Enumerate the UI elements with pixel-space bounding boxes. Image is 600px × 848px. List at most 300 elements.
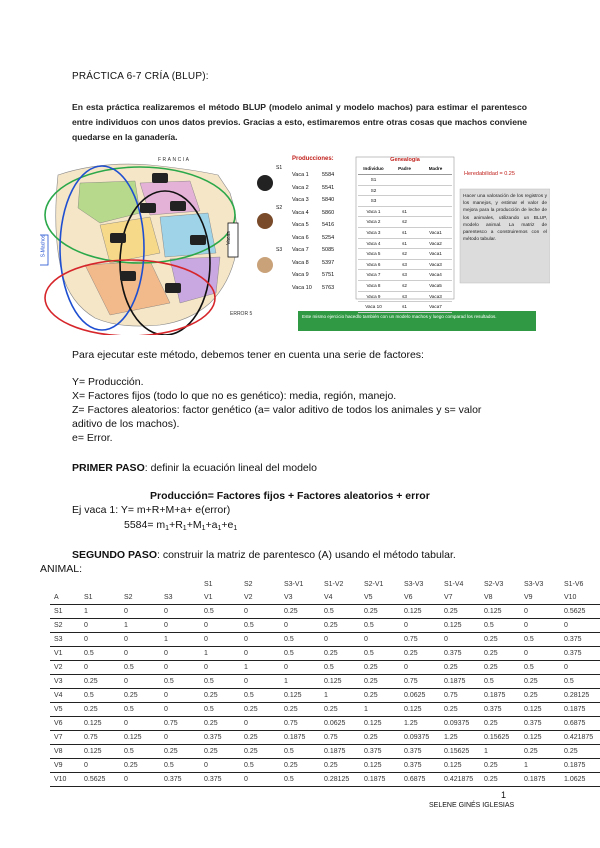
production-cow: Vaca 6 bbox=[292, 234, 309, 241]
matrix-cell: 0 bbox=[240, 647, 280, 661]
matrix-cell: 0.5 bbox=[360, 647, 400, 661]
genealogy-cell: s3 bbox=[402, 272, 407, 278]
matrix-cell: 0.125 bbox=[520, 731, 560, 745]
genealogy-cell: Vaca 3 bbox=[366, 229, 381, 235]
production-row bbox=[292, 269, 352, 282]
heredabilidad-text: Heredabilidad = 0.25 bbox=[464, 171, 515, 177]
matrix-cell: 0.125 bbox=[280, 689, 320, 703]
production-cow: Vaca 1 bbox=[292, 172, 309, 178]
matrix-cell: 0.75 bbox=[320, 731, 360, 745]
production-value: 5085 bbox=[322, 247, 335, 253]
matrix-row bbox=[50, 703, 600, 717]
matrix-cell: 0 bbox=[240, 773, 280, 787]
matrix-cell: 0.375 bbox=[480, 703, 520, 717]
matrix-cell: V5 bbox=[360, 591, 400, 605]
matrix-cell: 0.5 bbox=[280, 633, 320, 647]
genealogy-row bbox=[358, 175, 452, 186]
factor-z: Z= Factores aleatorios: factor genético (a= valor aditivo de todos los animales y s= valor aditivo de los machos). bbox=[72, 404, 482, 430]
matrix-cell: 0 bbox=[200, 759, 240, 773]
step-one bbox=[72, 462, 317, 476]
genealogy-cell: Vaca7 bbox=[429, 304, 442, 310]
matrix-cell: 0.5 bbox=[480, 619, 520, 633]
matrix-cell: 0 bbox=[160, 661, 200, 675]
matrix-cell: 0.75 bbox=[160, 717, 200, 731]
matrix-cell: 0.375 bbox=[440, 647, 480, 661]
step-two bbox=[72, 549, 456, 563]
matrix-cell: V4 bbox=[320, 591, 360, 605]
matrix-cell: 0.5 bbox=[560, 675, 600, 689]
matrix-cell: V4 bbox=[50, 689, 80, 703]
matrix-cell: 0.1875 bbox=[560, 759, 600, 773]
genealogy-cell: Vaca 7 bbox=[366, 272, 381, 278]
genealogy-cell: s1 bbox=[402, 304, 407, 310]
production-value: 5416 bbox=[322, 222, 335, 228]
matrix-row bbox=[50, 605, 600, 619]
error-label: ERROR 5 bbox=[230, 311, 253, 317]
step-one-text: : definir la ecuación lineal del modelo bbox=[144, 462, 317, 474]
matrix-top-header-cell: S1-V6 bbox=[564, 581, 584, 588]
exercise-figure bbox=[40, 153, 550, 335]
matrix-cell: S1 bbox=[80, 591, 120, 605]
matrix-cell: 0.125 bbox=[80, 717, 120, 731]
genealogy-header bbox=[358, 166, 452, 175]
matrix-cell: V6 bbox=[50, 717, 80, 731]
matrix-cell: 0.5625 bbox=[80, 773, 120, 787]
matrix-cell: 0 bbox=[560, 619, 600, 633]
matrix-top-header-cell: S1 bbox=[204, 581, 213, 588]
matrix-cell: 1.0625 bbox=[560, 773, 600, 787]
matrix-cell: 0.5 bbox=[240, 619, 280, 633]
lead-text: Para ejecutar este método, debemos tener en cuenta una serie de factores: bbox=[72, 349, 424, 361]
genealogy-cell: s2 bbox=[402, 251, 407, 257]
genealogy-row bbox=[358, 207, 452, 218]
matrix-cell: V5 bbox=[50, 703, 80, 717]
production-row bbox=[292, 244, 352, 257]
matrix-cell: S3 bbox=[50, 633, 80, 647]
matrix-table bbox=[50, 578, 600, 787]
matrix-cell: S2 bbox=[50, 619, 80, 633]
matrix-cell: 0.0625 bbox=[400, 689, 440, 703]
matrix-top-header-cell bbox=[120, 578, 160, 591]
matrix-cell: 1 bbox=[240, 661, 280, 675]
matrix-cell: 0.125 bbox=[400, 703, 440, 717]
genealogy-cell: s3 bbox=[402, 293, 407, 299]
genealogy-cell: Vaca5 bbox=[429, 282, 442, 288]
green-note-text: Este mismo ejercicio hacedlo también con un modelo machos y luego comparad los resultados. bbox=[302, 314, 497, 319]
matrix-cell: 0 bbox=[200, 661, 240, 675]
animal-label: ANIMAL: bbox=[40, 563, 83, 575]
matrix-cell: 0.25 bbox=[360, 605, 400, 619]
factor-e: e= Error. bbox=[72, 432, 113, 444]
matrix-cell: 0.6875 bbox=[560, 717, 600, 731]
matrix-cell: 0.6875 bbox=[400, 773, 440, 787]
matrix-top-header-cell: S3-V3 bbox=[524, 581, 544, 588]
genealogy-cell: s1 bbox=[402, 208, 407, 214]
matrix-cell: 0.5 bbox=[120, 745, 160, 759]
bull-icon bbox=[257, 257, 273, 273]
matrix-cell: 0.25 bbox=[480, 661, 520, 675]
matrix-cell: 0.75 bbox=[80, 731, 120, 745]
genealogy-cell: Vaca 5 bbox=[366, 251, 381, 257]
genealogy-cell: Vaca 1 bbox=[366, 208, 381, 214]
matrix-cell: V6 bbox=[400, 591, 440, 605]
production-cow: Vaca 2 bbox=[292, 184, 309, 191]
productions-list bbox=[292, 169, 352, 294]
production-value: 5840 bbox=[322, 197, 335, 203]
production-value: 5763 bbox=[322, 284, 335, 291]
matrix-row bbox=[50, 633, 600, 647]
matrix-top-header bbox=[50, 578, 600, 591]
matrix-cell: 0.375 bbox=[520, 717, 560, 731]
matrix-cell: 0.75 bbox=[400, 675, 440, 689]
matrix-cell: 0.375 bbox=[200, 731, 240, 745]
matrix-cell: 0 bbox=[80, 661, 120, 675]
production-row bbox=[292, 207, 352, 220]
production-cow: Vaca 4 bbox=[292, 209, 309, 216]
matrix-cell: V3 bbox=[280, 591, 320, 605]
matrix-cell: 0.25 bbox=[480, 759, 520, 773]
matrix-cell: 0 bbox=[160, 731, 200, 745]
matrix-cell: 0.25 bbox=[200, 689, 240, 703]
matrix-cell: V8 bbox=[480, 591, 520, 605]
matrix-row bbox=[50, 647, 600, 661]
matrix-top-header-cell: S2 bbox=[244, 581, 253, 588]
matrix-cell: 0.09375 bbox=[440, 717, 480, 731]
matrix-cell: V7 bbox=[440, 591, 480, 605]
genealogy-row bbox=[358, 196, 452, 207]
matrix-cell: 0.25 bbox=[480, 773, 520, 787]
matrix-cell: 0.5 bbox=[120, 703, 160, 717]
matrix-cell: 0.75 bbox=[400, 633, 440, 647]
matrix-cell: 0.25 bbox=[400, 647, 440, 661]
matrix-cell: 0.25 bbox=[440, 703, 480, 717]
matrix-row bbox=[50, 675, 600, 689]
example-line: Ej vaca 1: Y= m+R+M+a+ e(error) bbox=[72, 504, 231, 516]
genealogy-cell: Vaca 10 bbox=[365, 304, 382, 310]
matrix-row bbox=[50, 619, 600, 633]
subscript: 1 bbox=[201, 525, 206, 532]
matrix-cell: 0.1875 bbox=[440, 675, 480, 689]
matrix-cell: 1.25 bbox=[440, 731, 480, 745]
genealogy-table bbox=[358, 166, 452, 313]
matrix-cell: V2 bbox=[50, 661, 80, 675]
production-cow: Vaca 9 bbox=[292, 272, 309, 278]
matrix-cell: 0.375 bbox=[200, 773, 240, 787]
step-one-label: PRIMER PASO bbox=[72, 462, 145, 474]
matrix-cell: 0 bbox=[80, 759, 120, 773]
matrix-cell: 0.25 bbox=[320, 647, 360, 661]
genealogy-cell: Vaca 2 bbox=[366, 219, 381, 225]
production-row bbox=[292, 169, 352, 182]
matrix-row bbox=[50, 717, 600, 731]
matrix-cell: 0.25 bbox=[440, 661, 480, 675]
matrix-top-header-cell: S3-V1 bbox=[284, 581, 304, 588]
note-text: Hacer una valoración de los registros y los manejos, y estimar el valor de mejora para la producción de leche de los animales, utilizando un BLUP, modelo animal. La matriz de parentesco a construiremos con el método tabular. bbox=[463, 194, 547, 243]
genealogy-row bbox=[358, 249, 452, 260]
genealogy-row bbox=[358, 270, 452, 281]
genealogy-cell: Vaca3 bbox=[429, 261, 442, 267]
matrix-cell: 0.25 bbox=[520, 675, 560, 689]
factor-x: X= Factores fijos (todo lo que no es genético): media, región, manejo. bbox=[72, 390, 397, 402]
matrix-cell: 0 bbox=[440, 633, 480, 647]
matrix-cell: 0.25 bbox=[480, 633, 520, 647]
matrix-cell: 0.25 bbox=[440, 605, 480, 619]
matrix-row bbox=[50, 759, 600, 773]
matrix-cell: 0.28125 bbox=[560, 689, 600, 703]
matrix-cell: 0.125 bbox=[360, 759, 400, 773]
matrix-cell: 0 bbox=[280, 619, 320, 633]
matrix-cell: 0 bbox=[120, 675, 160, 689]
matrix-cell: 1 bbox=[280, 675, 320, 689]
production-cow: Vaca 3 bbox=[292, 197, 309, 203]
production-cow: Vaca 10 bbox=[292, 284, 312, 291]
genealogy-cell: Vaca 8 bbox=[366, 282, 381, 288]
matrix-cell: 0 bbox=[240, 717, 280, 731]
matrix-cell: 0 bbox=[560, 661, 600, 675]
matrix-cell: 0 bbox=[400, 661, 440, 675]
right-box-label: Vacas bbox=[225, 231, 232, 245]
matrix-cell: 0.5 bbox=[520, 661, 560, 675]
matrix-cell: 1 bbox=[320, 689, 360, 703]
matrix-cell: 0.125 bbox=[440, 759, 480, 773]
genealogy-cell: Individuo bbox=[363, 166, 384, 171]
matrix-cell: 0.25 bbox=[360, 731, 400, 745]
matrix-cell: 0.75 bbox=[280, 717, 320, 731]
matrix-cell: 0.25 bbox=[360, 689, 400, 703]
genealogy-cell: Vaca2 bbox=[429, 240, 442, 246]
matrix-cell: 0.15625 bbox=[440, 745, 480, 759]
genealogy-cell: S2 bbox=[370, 187, 377, 193]
genealogy-row bbox=[358, 239, 452, 250]
matrix-cell: 0.5 bbox=[280, 773, 320, 787]
matrix-cell: 0 bbox=[120, 717, 160, 731]
matrix-cell: V3 bbox=[50, 675, 80, 689]
matrix-top-header-cell: S2-V1 bbox=[364, 581, 384, 588]
matrix-cell: 0.1875 bbox=[360, 773, 400, 787]
matrix-cell: 0.421875 bbox=[560, 731, 600, 745]
matrix-cell: 0.25 bbox=[280, 605, 320, 619]
matrix-cell: 0.09375 bbox=[400, 731, 440, 745]
matrix-cell: 0 bbox=[200, 619, 240, 633]
matrix-cell: 1 bbox=[160, 633, 200, 647]
matrix-cell: 0.25 bbox=[480, 717, 520, 731]
genealogy-cell: Padre bbox=[398, 166, 411, 171]
matrix-top-header-cell: S2-V3 bbox=[484, 581, 504, 588]
matrix-cell: 0.25 bbox=[80, 703, 120, 717]
step-two-label: SEGUNDO PASO bbox=[72, 549, 157, 561]
matrix-cell: 0.75 bbox=[440, 689, 480, 703]
matrix-cell: S3 bbox=[160, 591, 200, 605]
intro-paragraph: En esta práctica realizaremos el método BLUP (modelo animal y modelo machos) para estimar el parentesco entre individuos con unos datos previos. Gracias a esto, estimaremos entre otras cosas que machos conviene quedarse en la ganadería. bbox=[72, 102, 527, 142]
production-value: 5860 bbox=[322, 209, 335, 216]
matrix-cell: 0.1875 bbox=[560, 703, 600, 717]
production-value: 5541 bbox=[322, 184, 335, 191]
matrix-cell: 0.25 bbox=[520, 689, 560, 703]
matrix-cell: 0.5 bbox=[80, 689, 120, 703]
genealogy-cell: s2 bbox=[402, 282, 407, 288]
genealogy-cell: Vaca1 bbox=[429, 229, 442, 235]
region-label: S3 bbox=[276, 247, 283, 253]
matrix-row bbox=[50, 773, 600, 787]
matrix-cell: 0.421875 bbox=[440, 773, 480, 787]
matrix-cell: 0.125 bbox=[520, 703, 560, 717]
matrix-cell: V1 bbox=[50, 647, 80, 661]
subscript: 1 bbox=[217, 525, 222, 532]
genealogy-cell: S3 bbox=[370, 198, 377, 204]
matrix-cell: 0.25 bbox=[200, 717, 240, 731]
production-row bbox=[292, 257, 352, 270]
production-row bbox=[292, 194, 352, 207]
genealogy-cell: s2 bbox=[402, 219, 407, 225]
example-numeric bbox=[124, 519, 237, 536]
matrix-cell: V10 bbox=[50, 773, 80, 787]
matrix-top-header-cell bbox=[80, 578, 120, 591]
matrix-top-header-cell: S1-V4 bbox=[444, 581, 464, 588]
page-title: PRÁCTICA 6-7 CRÍA (BLUP): bbox=[72, 71, 209, 82]
matrix-cell: 0.1875 bbox=[280, 731, 320, 745]
example-numeric-lhs: 5584= m bbox=[124, 519, 166, 531]
genealogy-cell: Vaca3 bbox=[429, 293, 442, 299]
matrix-cell: V9 bbox=[50, 759, 80, 773]
matrix-cell: 0 bbox=[80, 633, 120, 647]
matrix-cell: 0.5 bbox=[240, 689, 280, 703]
matrix-cell: 0.375 bbox=[400, 759, 440, 773]
matrix-cell: 0 bbox=[320, 633, 360, 647]
matrix-cell: 1 bbox=[80, 605, 120, 619]
matrix-cell: 0.25 bbox=[320, 759, 360, 773]
matrix-cell: 0.5 bbox=[280, 647, 320, 661]
matrix-cell: 0 bbox=[240, 605, 280, 619]
production-value: 5254 bbox=[322, 234, 335, 241]
matrix-top-header-cell bbox=[160, 578, 200, 591]
matrix-cell: 0.25 bbox=[200, 745, 240, 759]
matrix-cell: 0.5 bbox=[160, 675, 200, 689]
matrix-cell: 0.25 bbox=[360, 661, 400, 675]
production-cow: Vaca 5 bbox=[292, 222, 309, 228]
genealogy-row bbox=[358, 302, 452, 313]
genealogy-row bbox=[358, 217, 452, 228]
matrix-cell: 0.125 bbox=[80, 745, 120, 759]
genealogy-cell: Vaca 9 bbox=[366, 293, 381, 299]
matrix-cell: 0 bbox=[240, 633, 280, 647]
matrix-cell: 0 bbox=[160, 689, 200, 703]
matrix-cell: 0.375 bbox=[560, 647, 600, 661]
matrix-cell: 0.5 bbox=[200, 703, 240, 717]
matrix-row bbox=[50, 745, 600, 759]
matrix-cell: 0 bbox=[360, 633, 400, 647]
matrix-cell: 0.125 bbox=[320, 675, 360, 689]
matrix-cell: V10 bbox=[560, 591, 600, 605]
equation-title: Producción= Factores fijos + Factores aleatorios + error bbox=[150, 490, 430, 502]
matrix-cell: 1 bbox=[480, 745, 520, 759]
matrix-cell: V7 bbox=[50, 731, 80, 745]
matrix-cell: 0.25 bbox=[320, 703, 360, 717]
genealogy-row bbox=[358, 228, 452, 239]
example-term-r: +R bbox=[169, 519, 183, 531]
subscript: 1 bbox=[182, 525, 187, 532]
production-row bbox=[292, 219, 352, 232]
production-cow: Vaca 8 bbox=[292, 259, 309, 266]
matrix-cell: V2 bbox=[240, 591, 280, 605]
matrix-cell: 0.5 bbox=[200, 605, 240, 619]
matrix-cell: 0 bbox=[160, 605, 200, 619]
step-two-text: : construir la matriz de parentesco (A) usando el método tabular. bbox=[156, 549, 456, 561]
matrix-cell: 0.375 bbox=[160, 773, 200, 787]
region-label: S1 bbox=[276, 165, 283, 171]
matrix-cell: 0.5 bbox=[320, 605, 360, 619]
productions-title: Producciones: bbox=[292, 156, 334, 162]
matrix-cell: 0 bbox=[120, 773, 160, 787]
genealogy-cell: S1 bbox=[370, 177, 377, 182]
matrix-cell: V8 bbox=[50, 745, 80, 759]
matrix-cell: 0.25 bbox=[560, 745, 600, 759]
matrix-cell: 0.5 bbox=[200, 675, 240, 689]
matrix-cell: 0.5 bbox=[360, 619, 400, 633]
matrix-cell: 0.15625 bbox=[480, 731, 520, 745]
matrix-cell: 0.375 bbox=[360, 745, 400, 759]
left-box-label: S-Machos bbox=[40, 234, 47, 258]
matrix-cell: 0.25 bbox=[240, 745, 280, 759]
matrix-cell: 1 bbox=[200, 647, 240, 661]
matrix-cell: 0.5625 bbox=[560, 605, 600, 619]
matrix-cell: 0.25 bbox=[480, 647, 520, 661]
matrix-cell: 0 bbox=[120, 633, 160, 647]
matrix-cell: 0.25 bbox=[280, 703, 320, 717]
subscript: 1 bbox=[233, 525, 238, 532]
genealogy-row bbox=[358, 292, 452, 303]
matrix-cell: 0.5 bbox=[280, 745, 320, 759]
genealogy-row bbox=[358, 281, 452, 292]
matrix-cell: 0.25 bbox=[520, 745, 560, 759]
genealogy-cell: Vaca 6 bbox=[366, 261, 381, 267]
matrix-cell: 0.375 bbox=[560, 633, 600, 647]
production-row bbox=[292, 282, 352, 295]
matrix-cell: V9 bbox=[520, 591, 560, 605]
matrix-cell: V1 bbox=[200, 591, 240, 605]
matrix-top-header-cell: S3-V3 bbox=[404, 581, 424, 588]
factor-y: Y= Producción. bbox=[72, 376, 144, 388]
genealogy-cell: Vaca4 bbox=[429, 272, 442, 278]
production-value: 5397 bbox=[322, 259, 335, 266]
matrix-cell: 0.5 bbox=[520, 633, 560, 647]
matrix-cell: 0 bbox=[160, 703, 200, 717]
example-term-e: +e bbox=[221, 519, 234, 531]
author-name: SELENE GINÉS IGLESIAS bbox=[429, 802, 515, 809]
matrix-cell: 0.1875 bbox=[320, 745, 360, 759]
matrix-cell: 0 bbox=[520, 619, 560, 633]
matrix-cell: 0 bbox=[280, 661, 320, 675]
matrix-cell: 0.5 bbox=[80, 647, 120, 661]
matrix-cell: 0.28125 bbox=[320, 773, 360, 787]
matrix-row bbox=[50, 689, 600, 703]
matrix-cell: 0 bbox=[80, 619, 120, 633]
matrix-cell: 0 bbox=[200, 633, 240, 647]
matrix-cell: 1 bbox=[520, 759, 560, 773]
matrix-cell: 1 bbox=[120, 619, 160, 633]
matrix-cell: 0.25 bbox=[280, 759, 320, 773]
matrix-cell: 0.25 bbox=[120, 759, 160, 773]
matrix-cell: 0 bbox=[400, 619, 440, 633]
genealogy-cell: Vaca1 bbox=[429, 251, 442, 257]
matrix-cell: 0.125 bbox=[400, 605, 440, 619]
matrix-cell: 0.0625 bbox=[320, 717, 360, 731]
matrix-cell: S1 bbox=[50, 605, 80, 619]
matrix-cell: 0.5 bbox=[160, 759, 200, 773]
matrix-row bbox=[50, 591, 600, 605]
example-term-a: +a bbox=[205, 519, 218, 531]
matrix-cell: 0.125 bbox=[440, 619, 480, 633]
production-value: 5584 bbox=[322, 172, 335, 178]
